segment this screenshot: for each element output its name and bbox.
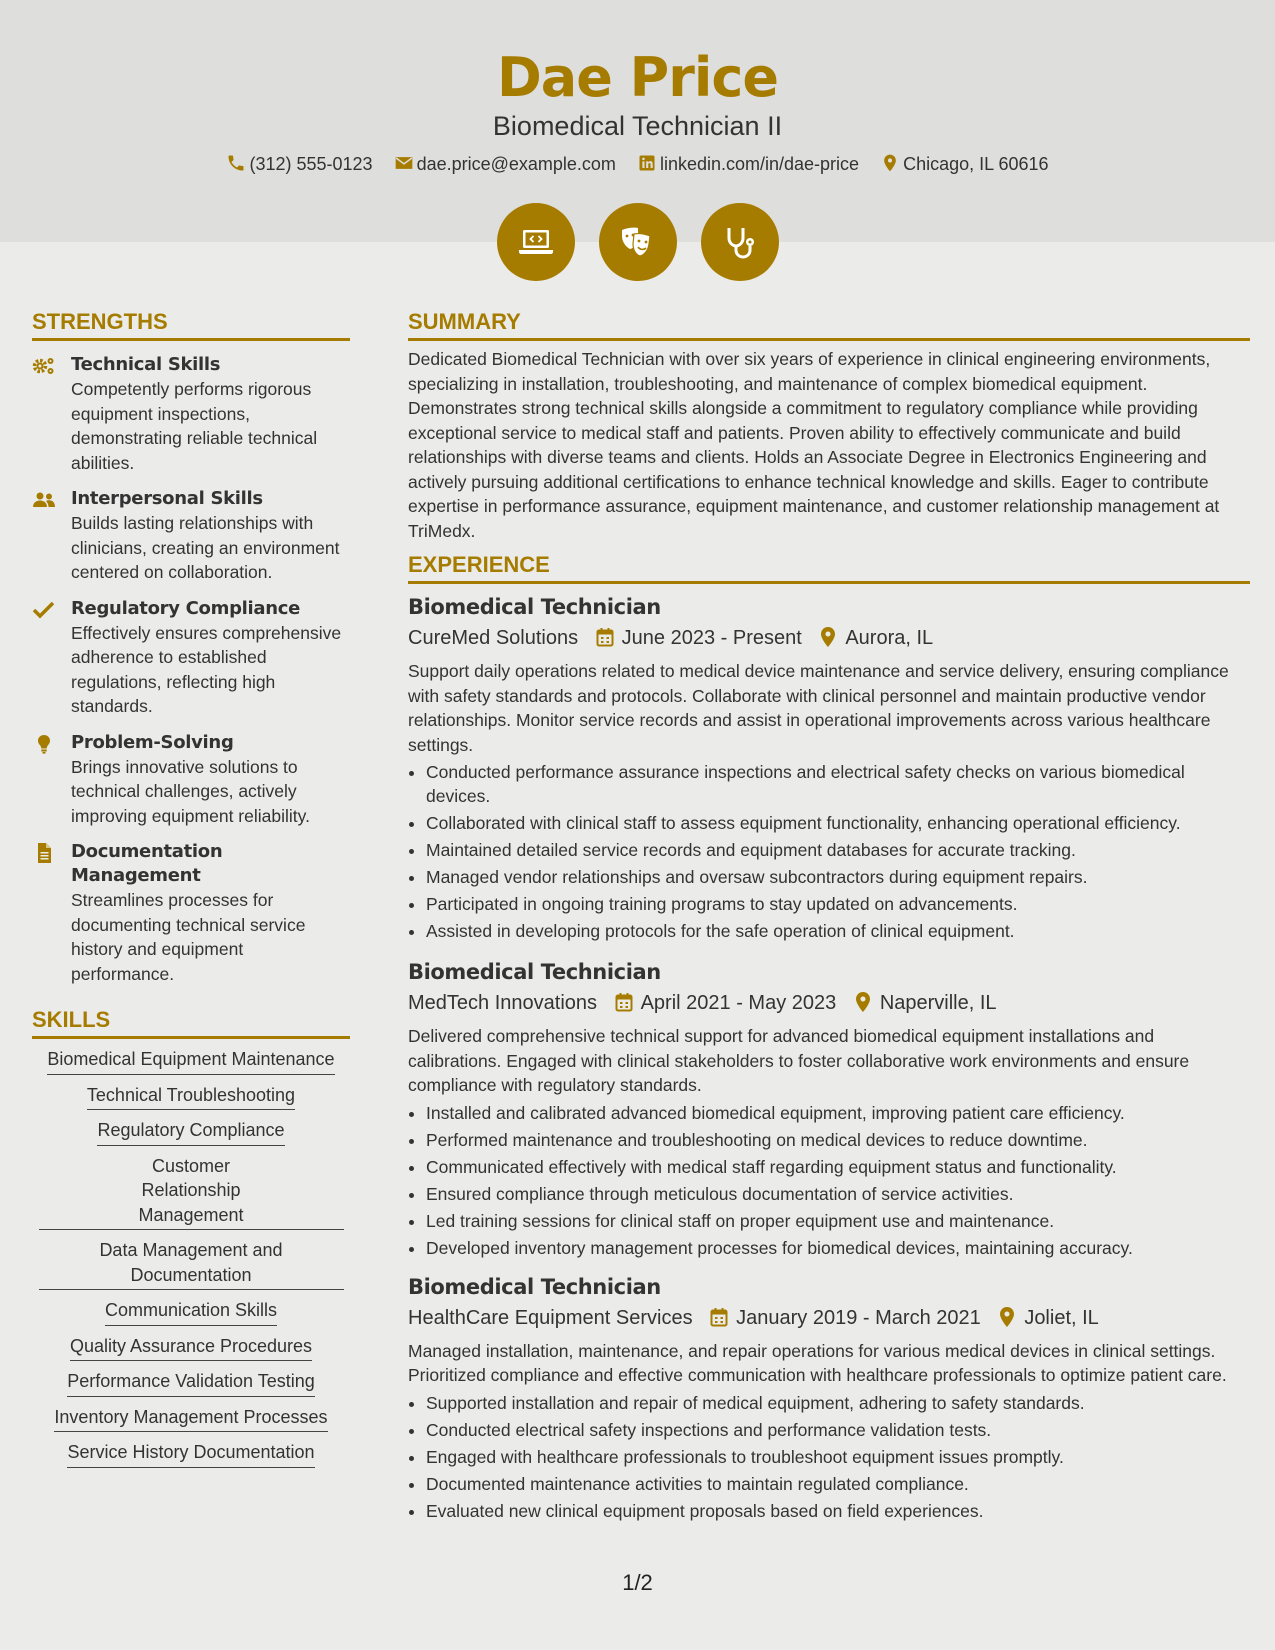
bullet: • Conducted performance assurance inspections and electrical safety checks on various biomedical devices. [426,760,1250,808]
strength-desc: Streamlines processes for documenting technical service history and equipment performance. [71,890,306,984]
job-entry [408,957,1250,1260]
strength-item [32,840,350,986]
contact-bar [0,151,1275,177]
company-name: MedTech Innovations [408,992,598,1014]
job-entry [408,1272,1250,1523]
bullet: • Installed and calibrated advanced biomedical equipment, improving patient care efficiency. [426,1101,1250,1125]
location-text: Chicago, IL 60616 [903,154,1049,174]
phone-icon [226,153,246,173]
bullet: • Performed maintenance and troubleshooting on medical devices to reduce downtime. [426,1128,1250,1152]
job-dates: June 2023 - Present [621,627,802,649]
job-title: Biomedical Technician [408,960,661,984]
calendar-icon [596,627,614,647]
strength-item [32,353,350,475]
laptop-code-icon [497,203,575,281]
skill-tag: Inventory Management Processes [54,1405,327,1433]
company-name: HealthCare Equipment Services [408,1306,693,1329]
job-meta [408,623,1250,653]
map-pin-icon [880,153,900,173]
theater-masks-icon [599,203,677,281]
job-bullets [408,1101,1250,1260]
job-title-heading: Biomedical Technician II [492,111,783,141]
job-bullets [408,1391,1250,1523]
skill-tag: Technical Troubleshooting [87,1083,295,1111]
job-location: Joliet, IL [1024,1306,1099,1329]
summary-heading: SUMMARY [408,308,1250,341]
skill-tag: Customer Relationship Management [39,1154,344,1231]
phone-text: (312) 555-0123 [249,154,373,174]
lightbulb-icon [32,734,56,754]
job-title: Biomedical Technician [408,595,661,619]
skill-tag: Performance Validation Testing [67,1369,314,1397]
left-column [32,308,350,1468]
email-text: dae.price@example.com [416,154,616,174]
bullet: • Led training sessions for clinical staff on proper equipment use and maintenance. [426,1209,1250,1233]
contact-location [880,151,1048,177]
skill-tag: Quality Assurance Procedures [70,1334,312,1362]
bullet: • Developed inventory management processes for biomedical devices, maintaining accuracy. [426,1236,1250,1260]
check-icon [32,600,56,620]
strength-desc: Competently performs rigorous equipment inspections, demonstrating reliable technical abilities. [71,379,318,473]
job-description: Delivered comprehensive technical support for advanced biomedical equipment installations and calibrations. Engaged with clinical stakeholders to foster collaborative work environments and ensure compliance with regulatory standards. [408,1026,1190,1095]
calendar-icon [615,992,633,1012]
bullet: • Assisted in developing protocols for the safe operation of clinical equipment. [426,919,1250,943]
strength-desc: Effectively ensures comprehensive adherence to established regulations, reflecting high standards. [71,622,342,716]
strength-name: Documentation Management [71,841,223,886]
calendar-icon [710,1307,728,1327]
contact-phone[interactable] [226,151,372,177]
hobby-icons [0,203,1275,281]
users-icon [32,490,56,510]
summary-text: Dedicated Biomedical Technician with over six years of experience in clinical engineering environments, specializing in installation, troubleshooting, and maintenance of complex biomedical equipment. Demonstrates strong technical skills alongside a commitment to regulatory compliance while providing exceptional service to medical staff and patients. Proven ability to effectively communicate and build relationships with diverse teams and clients. Holds an Associate Degree in Electronics Engineering and actively pursuing additional certifications to enhance technical knowledge and skills. Eager to contribute expertise in performance assurance, equipment maintenance, and customer relationship management at TriMedx. [408,349,1220,541]
bullet: • Supported installation and repair of medical equipment, adhering to safety standards. [426,1391,1250,1415]
header [0,0,1275,242]
skill-tag: Communication Skills [105,1298,277,1326]
map-pin-icon [854,992,872,1012]
bullet: • Evaluated new clinical equipment proposals based on field experiences. [426,1499,1250,1523]
bullet: • Conducted electrical safety inspections and performance validation tests. [426,1418,1250,1442]
bullet: • Maintained detailed service records and equipment databases for accurate tracking. [426,838,1250,862]
company-name: CureMed Solutions [408,627,579,649]
job-dates: January 2019 - March 2021 [736,1306,981,1329]
bullet: • Ensured compliance through meticulous documentation of service activities. [426,1182,1250,1206]
strength-name: Problem-Solving [71,731,234,753]
contact-linkedin[interactable] [637,151,859,177]
job-bullets [408,760,1250,943]
job-dates: April 2021 - May 2023 [640,992,837,1014]
right-column [408,308,1250,1523]
strength-desc: Builds lasting relationships with clinicians, creating an environment centered on collaboration. [71,513,340,582]
job-description: Support daily operations related to medical device maintenance and service delivery, ensuring compliance with safety standards and protocols. Collaborate with clinical personnel and maintain productive vendor relationships. Monitor service records and assist in operational improvements across various healthcare settings. [408,661,1229,755]
cogs-icon [32,356,56,376]
file-icon [32,843,56,863]
bullet: • Participated in ongoing training programs to stay updated on advancements. [426,892,1250,916]
job-title: Biomedical Technician [408,1274,661,1299]
strength-name: Technical Skills [71,354,221,375]
skill-tag: Biomedical Equipment Maintenance [47,1047,334,1075]
strength-item [32,731,350,829]
map-pin-icon [819,627,837,647]
job-entry [408,592,1250,943]
page-number: 1/2 [622,1570,653,1595]
envelope-icon [394,153,414,173]
strength-desc: Brings innovative solutions to technical challenges, actively improving equipment reliability. [71,756,310,826]
experience-heading: EXPERIENCE [408,551,1250,584]
strengths-heading: STRENGTHS [32,308,350,341]
stethoscope-icon [701,203,779,281]
map-pin-icon [998,1307,1016,1327]
job-location: Aurora, IL [845,627,934,649]
linkedin-text: linkedin.com/in/dae-price [659,154,860,174]
candidate-name: Dae Price [496,46,779,109]
job-meta [408,988,1250,1018]
bullet: • Communicated effectively with medical staff regarding equipment status and functionality. [426,1155,1250,1179]
linkedin-icon [637,153,657,173]
job-description: Managed installation, maintenance, and repair operations for various medical devices in clinical settings. Prioritized compliance and effective communication with healthcare professionals to optimize patient care. [408,1340,1227,1385]
skill-tag: Service History Documentation [67,1440,314,1468]
bullet: • Engaged with healthcare professionals to troubleshoot equipment issues promptly. [426,1445,1250,1469]
strength-item [32,487,350,585]
strength-item [32,597,350,719]
bullet: • Collaborated with clinical staff to assess equipment functionality, enhancing operational efficiency. [426,811,1250,835]
skill-tag: Data Management and Documentation [39,1238,344,1290]
bullet: • Managed vendor relationships and oversaw subcontractors during equipment repairs. [426,865,1250,889]
skill-tag: Regulatory Compliance [97,1118,284,1146]
strength-name: Regulatory Compliance [71,597,301,619]
job-location: Naperville, IL [879,992,997,1014]
contact-email[interactable] [394,151,616,177]
skills-list [32,1047,350,1468]
skills-heading: SKILLS [32,1006,350,1039]
bullet: • Documented maintenance activities to maintain regulated compliance. [426,1472,1250,1496]
job-meta [408,1303,1250,1333]
strength-name: Interpersonal Skills [71,488,263,509]
